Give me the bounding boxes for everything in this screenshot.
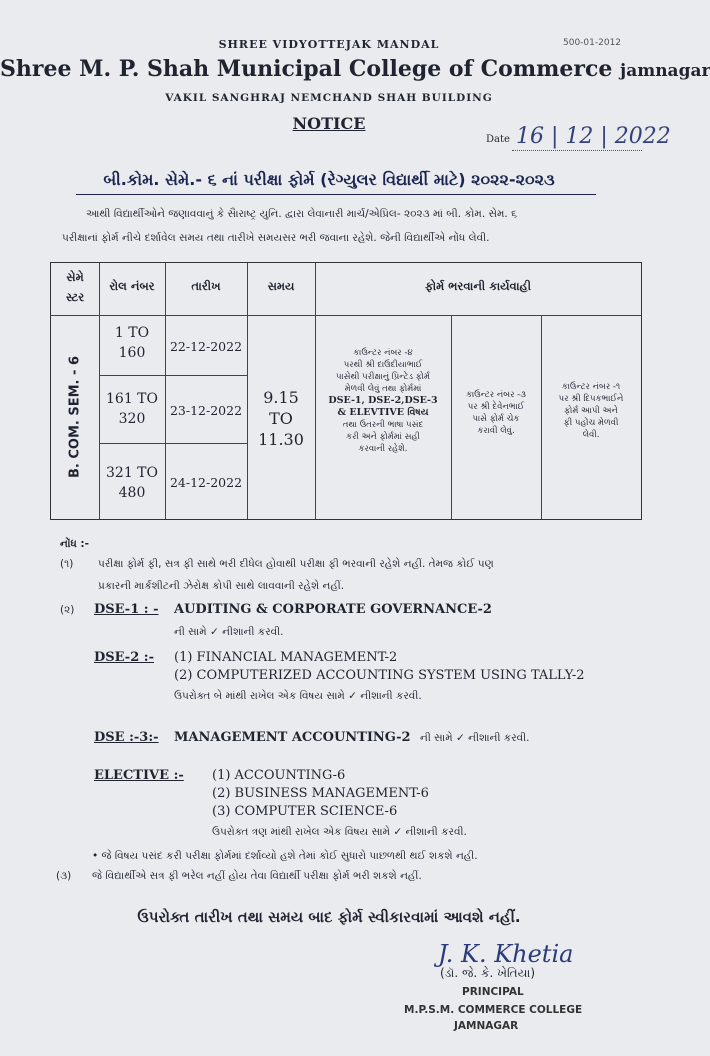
college-stamp-name: M.P.S.M. COMMERCE COLLEGE	[404, 1004, 583, 1016]
college-city: jamnagar	[620, 61, 710, 81]
counter-line: કરાવી લેવું.	[477, 426, 515, 436]
header-semester-line1: સેમે	[66, 270, 84, 284]
intro-line-2: પરીક્ષાનાં ફોર્મ નીચે દર્શાવેલ સમય તથા તારીખે સમયસર ભરી જવાના રહેશે. જેની વિદ્યાર્થીએ નોંધ લેવી.	[62, 232, 490, 244]
counter-line: કરવાની રહેશે.	[358, 444, 408, 454]
counter-line: કાઉન્ટર નંબર -૪	[353, 348, 413, 358]
time-end: 11.30	[258, 430, 304, 449]
table-row-divider	[99, 375, 247, 376]
counter-line: & ELEVTIVE વિષય	[337, 407, 429, 418]
principal-title: PRINCIPAL	[462, 986, 524, 998]
counter-line: મેળવી લેવું તથા ફોર્મમાં	[344, 384, 422, 394]
table-row-3-date: 24-12-2022	[169, 475, 243, 490]
notes-heading: નોંધ :-	[60, 538, 89, 550]
semester-label: B. COM. SEM. - 6	[67, 356, 83, 478]
counter-line: પરથી શ્રી દાઉદીયાભાઈ	[343, 360, 423, 370]
header-semester	[51, 267, 99, 307]
dse2-label: DSE-2 :-	[94, 650, 154, 665]
table-col-divider	[451, 315, 452, 519]
table-header-divider	[51, 315, 641, 316]
table-row-3-roll	[99, 463, 165, 503]
notice-subject: બી.કોમ. સેમે.- ૬ નાં પરીક્ષા ફોર્મ (રેગ્યુલર વિદ્યાર્થી માટે) ૨૦૨૨-૨૦૨૩	[103, 170, 555, 189]
note-1-number: (૧)	[60, 558, 74, 570]
mandal-name: SHREE VIDYOTTEJAK MANDAL	[218, 38, 440, 51]
note-1-line-1: પરીક્ષા ફોર્મ ફી, સત્ર ફી સાથે ભરી દીધેલ હોવાથી પરીક્ષા ફી ભરવાની રહેશે નહીં. તેમજ કોઈ પણ	[98, 558, 494, 570]
table-col-divider	[315, 263, 316, 519]
dse1-subject: AUDITING & CORPORATE GOVERNANCE-2	[174, 602, 492, 617]
header-semester-line2: સ્ટર	[65, 290, 85, 304]
counter-line: ફોર્મ આપી અને	[564, 406, 618, 416]
elective-note: ઉપરોક્ત ત્રણ માંથી રાખેલ એક વિષય સામે ✓ નીશાની કરવી.	[212, 826, 467, 838]
table-row-2-roll	[99, 389, 165, 429]
dse1-note: ની સામે ✓ નીશાની કરવી.	[174, 626, 284, 638]
counter-line: પાસે ફોર્મ ચેક	[472, 414, 520, 424]
dse3-label: DSE :-3:-	[94, 730, 159, 745]
dse2-option-1: (1) FINANCIAL MANAGEMENT-2	[174, 650, 398, 665]
counter-line: પર શ્રી દિપકભાઈને	[558, 394, 624, 404]
elective-option-2: (2) BUSINESS MANAGEMENT-6	[212, 786, 429, 801]
college-name: Shree M. P. Shah Municipal College of Commerce	[0, 56, 613, 82]
roll-range-start: 1 TO	[114, 325, 150, 341]
roll-range-start: 161 TO	[106, 391, 158, 407]
roll-range-start: 321 TO	[106, 465, 158, 481]
date-value: 16 | 12 | 2022	[516, 124, 671, 149]
note-2-number: (૨)	[60, 604, 75, 616]
building-name: VAKIL SANGHRAJ NEMCHAND SHAH BUILDING	[165, 92, 493, 104]
exam-time	[247, 387, 315, 450]
counter-line: પાસેથી પરીક્ષાનું પ્રિન્ટેડ ફોર્મ	[336, 372, 430, 382]
roll-range-end: 480	[118, 485, 146, 501]
principal-name: (ડૉ. જે. કે. ખેતિયા)	[440, 966, 536, 980]
subject-underline	[76, 194, 596, 195]
counter-line: કરી અને ફોર્મમાં સહી	[346, 432, 420, 442]
counter-line: લેવી.	[582, 430, 600, 440]
dse1-label: DSE-1 : -	[94, 602, 159, 617]
roll-range-end: 320	[118, 411, 146, 427]
elective-label: ELECTIVE :-	[94, 768, 184, 783]
date-underline	[512, 150, 642, 151]
header-time: સમય	[267, 279, 295, 293]
table-row-1-roll	[99, 323, 165, 363]
dse2-note: ઉપરોક્ત બે માંથી રાખેલ એક વિષય સામે ✓ નીશાની કરવી.	[174, 690, 422, 702]
elective-option-3: (3) COMPUTER SCIENCE-6	[212, 804, 398, 819]
intro-line-1: આથી વિદ્યાર્થીઓને જણાવવાનું કે સૈારાષ્ટ્ર યુનિ. દ્વારા લેવાનારી માર્ચ/એપ્રિલ- ૨૦૨૩ માં બી. કોમ. સેમ. ૬	[86, 208, 517, 220]
date-label: Date	[486, 134, 510, 145]
counter-line: DSE-1, DSE-2,DSE-3	[328, 395, 438, 406]
note-3-text: જે વિદ્યાર્થીએ સત્ર ફી ભરેલ નહીં હોય તેવા વિદ્યાર્થી પરીક્ષા ફોર્મ ભરી શકશે નહીં.	[92, 870, 422, 882]
table-row-2-date: 23-12-2022	[169, 403, 243, 418]
time-start: 9.15	[263, 388, 299, 407]
principal-signature: J. K. Khetia	[438, 940, 574, 968]
header-form-process: ફોર્મ ભરવાની કાર્યવાહી	[425, 279, 531, 293]
header-date: તારીખ	[191, 279, 221, 293]
note-1-line-2: પ્રકારની માર્કશીટની ઝેરોક્ષ કોપી સાથે લાવવાની રહેશે નહીં.	[98, 580, 345, 592]
counter-1-instructions	[543, 381, 639, 441]
dse3-note: ની સામે ✓ નીશાની કરવી.	[420, 732, 530, 744]
roll-range-end: 160	[118, 345, 146, 361]
counter-line: કાઉન્ટર નંબર -૩	[466, 390, 526, 400]
subject-change-note: • જે વિષય પસંદ કરી પરીક્ષા ફોર્મમાં દર્શાવ્યો હશે તેમાં કોઈ સુધારો પાછળથી થઈ શકશે નહી.	[92, 850, 478, 862]
exam-form-schedule-table	[50, 262, 642, 520]
dse3-subject: MANAGEMENT ACCOUNTING-2	[174, 730, 411, 745]
college-title	[0, 56, 710, 82]
counter-4-instructions	[317, 347, 449, 455]
counter-line: પર શ્રી દેવેનભાઈ	[467, 402, 525, 412]
table-row-divider	[99, 443, 247, 444]
college-stamp-city: JAMNAGAR	[454, 1020, 519, 1032]
time-to: TO	[269, 409, 293, 428]
elective-option-1: (1) ACCOUNTING-6	[212, 768, 346, 783]
table-row-1-date: 22-12-2022	[169, 339, 243, 354]
table-col-divider	[541, 315, 542, 519]
closing-statement: ઉપરોક્ત તારીખ તથા સમય બાદ ફોર્મ સ્વીકારવામાં આવશે નહીં.	[137, 908, 521, 926]
document-code: 500-01-2012	[563, 38, 622, 48]
counter-line: ફી પહોંચ મેળવી	[563, 418, 619, 428]
note-3-number: (૩)	[56, 870, 72, 882]
counter-line: તથા ઉતરની ભાષા પસંદ	[342, 420, 424, 430]
counter-3-instructions	[453, 389, 539, 437]
dse2-option-2: (2) COMPUTERIZED ACCOUNTING SYSTEM USING TALLY-2	[174, 668, 585, 683]
notice-heading: NOTICE	[292, 114, 366, 133]
header-roll-number: રોલ નંબર	[109, 279, 155, 293]
semester-cell	[51, 315, 99, 519]
counter-line: કાઉન્ટર નંબર -૧	[561, 382, 621, 392]
